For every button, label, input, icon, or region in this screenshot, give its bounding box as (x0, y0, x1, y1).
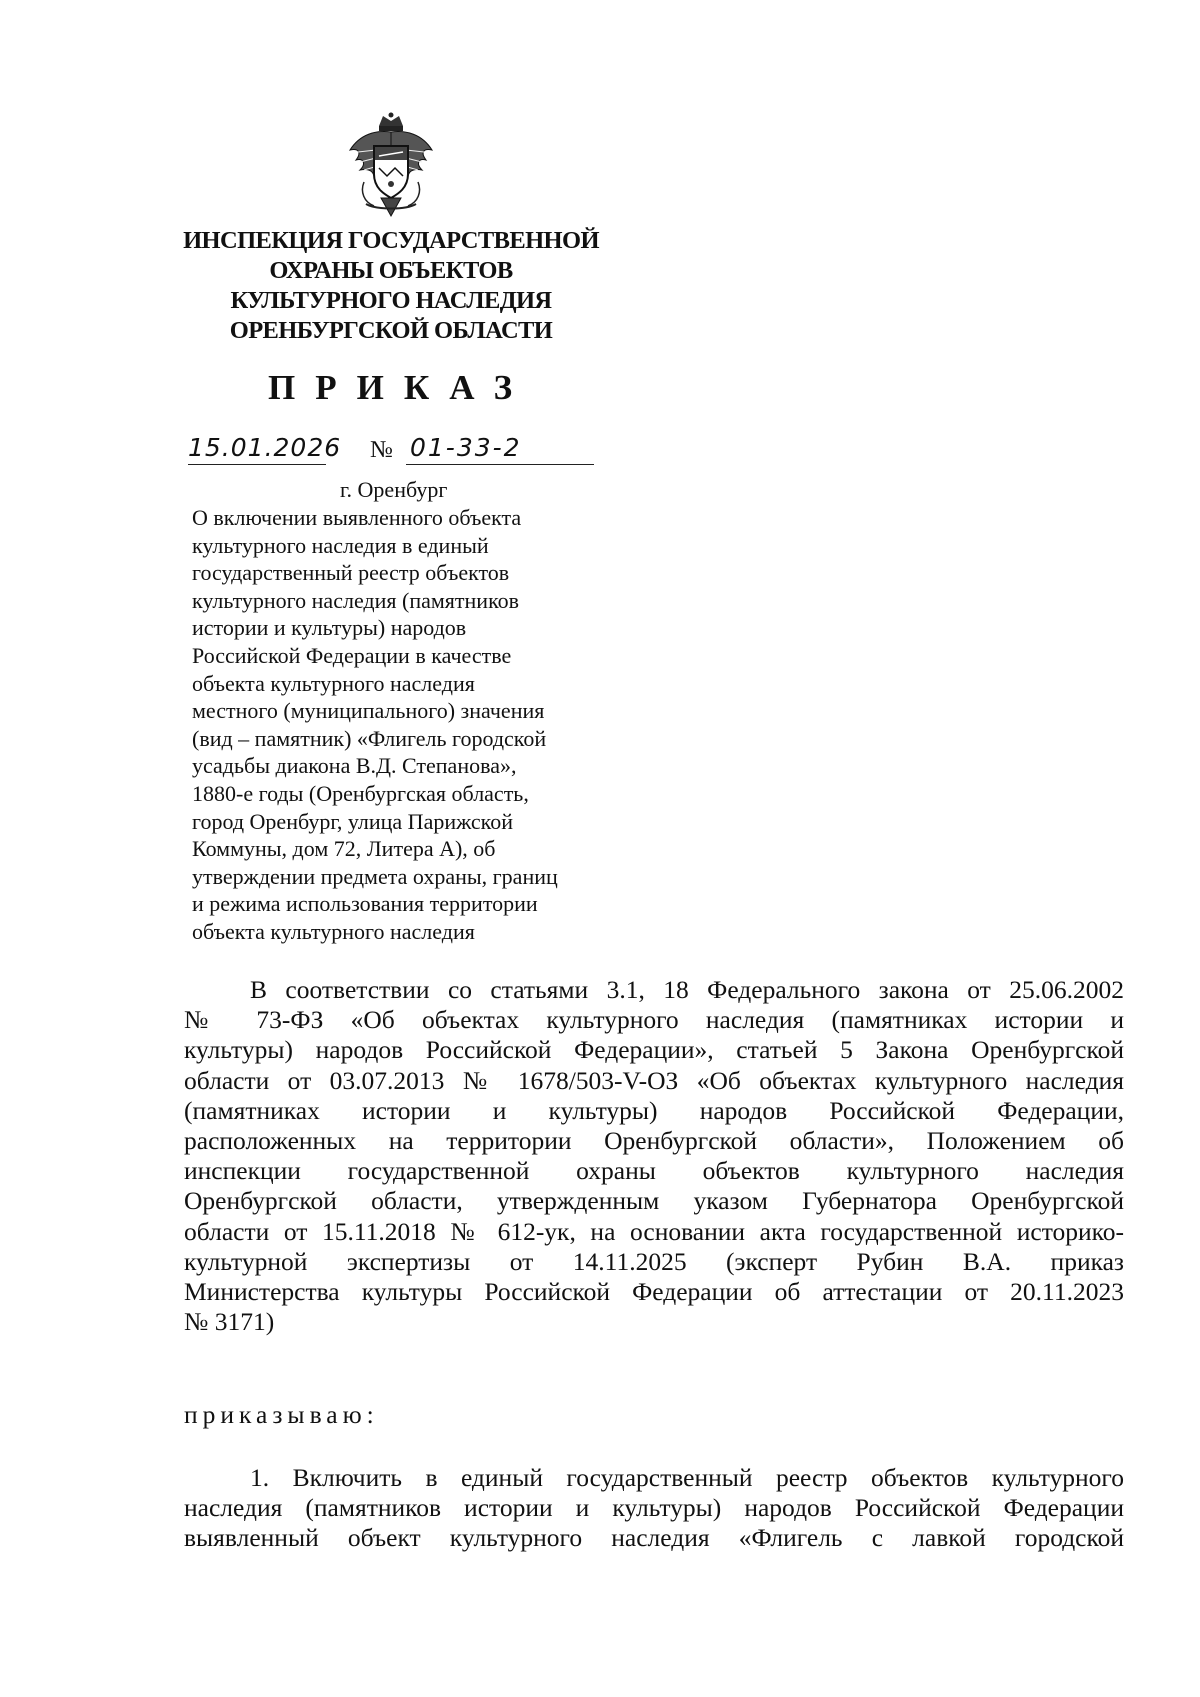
subject-line: истории и культуры) народов (192, 615, 467, 641)
subject-line: государственный реестр объектов (192, 560, 510, 586)
preamble-line: Министерства культуры Российской Федерации об аттестации от 20.11.2023 (184, 1277, 1124, 1307)
issuing-authority (170, 226, 612, 346)
preamble-line: расположенных на территории Оренбургской области», Положением об (184, 1126, 1124, 1156)
item-line: 1. Включить в единый государственный реестр объектов культурного (250, 1463, 1124, 1492)
preamble-line: № 3171) (184, 1307, 275, 1337)
document-type-title: ПРИКАЗ (268, 368, 533, 407)
subject-line: (вид – памятник) «Флигель городской (192, 725, 547, 751)
subject-line: 1880-е годы (Оренбургская область, (192, 780, 529, 806)
subject-line: утверждении предмета охраны, границ (192, 863, 558, 889)
order-word: приказываю: (184, 1400, 379, 1429)
date-number-line (186, 433, 606, 473)
preamble-line: Оренбургской области, утвержденным указом Губернатора Оренбургской (184, 1186, 1124, 1216)
order-item-1 (184, 1463, 1124, 1554)
subject-line: объекта культурного наследия (192, 918, 475, 944)
subject-block (192, 504, 632, 946)
preamble-line: культурной экспертизы от 14.11.2025 (эксперт Рубин В.А. приказ (184, 1246, 1124, 1276)
preamble-line: области от 03.07.2013 № 1678/503-V-ОЗ «Об объектах культурного наследия (184, 1065, 1124, 1095)
number-sign: № (370, 437, 393, 463)
authority-line: ОРЕНБУРГСКОЙ ОБЛАСТИ (229, 317, 553, 344)
preamble-line: (памятниках истории и культуры) народов Российской Федерации, (184, 1095, 1124, 1125)
authority-line: ОХРАНЫ ОБЪЕКТОВ (269, 257, 513, 284)
coat-of-arms-emblem (346, 112, 436, 220)
subject-line: город Оренбург, улица Парижской (192, 808, 514, 834)
preamble-line: культуры) народов Российской Федерации», статьей 5 Закона Оренбургской (184, 1035, 1124, 1065)
authority-line: ИНСПЕКЦИЯ ГОСУДАРСТВЕННОЙ (183, 227, 599, 254)
preamble-line: В соответствии со статьями 3.1, 18 Федерального закона от 25.06.2002 (250, 975, 1124, 1004)
subject-line: О включении выявленного объекта (192, 505, 522, 530)
handwritten-number: 01-33-2 (406, 433, 594, 465)
subject-line: объекта культурного наследия (192, 670, 475, 696)
preamble-line: области от 15.11.2018 № 612-ук, на основании акта государственной историко- (184, 1216, 1124, 1246)
preamble-paragraph (184, 975, 1124, 1337)
authority-line: КУЛЬТУРНОГО НАСЛЕДИЯ (230, 287, 552, 314)
city: г. Оренбург (340, 477, 448, 502)
preamble-line: № 73-ФЗ «Об объектах культурного наследия (памятниках истории и (184, 1005, 1124, 1035)
subject-line: усадьбы диакона В.Д. Степанова», (192, 753, 517, 779)
subject-line: и режима использования территории (192, 891, 538, 917)
preamble-line: инспекции государственной охраны объектов культурного наследия (184, 1156, 1124, 1186)
subject-line: Российской Федерации в качестве (192, 642, 512, 668)
subject-line: местного (муниципального) значения (192, 698, 545, 724)
item-line: наследия (памятников истории и культуры) народов Российской Федерации (184, 1493, 1124, 1523)
subject-line: культурного наследия (памятников (192, 587, 520, 613)
handwritten-date: 15.01.2026 (188, 433, 326, 465)
item-line: выявленный объект культурного наследия «Флигель с лавкой городской (184, 1523, 1124, 1553)
subject-line: Коммуны, дом 72, Литера А), об (192, 836, 496, 862)
subject-line: культурного наследия в единый (192, 532, 489, 558)
